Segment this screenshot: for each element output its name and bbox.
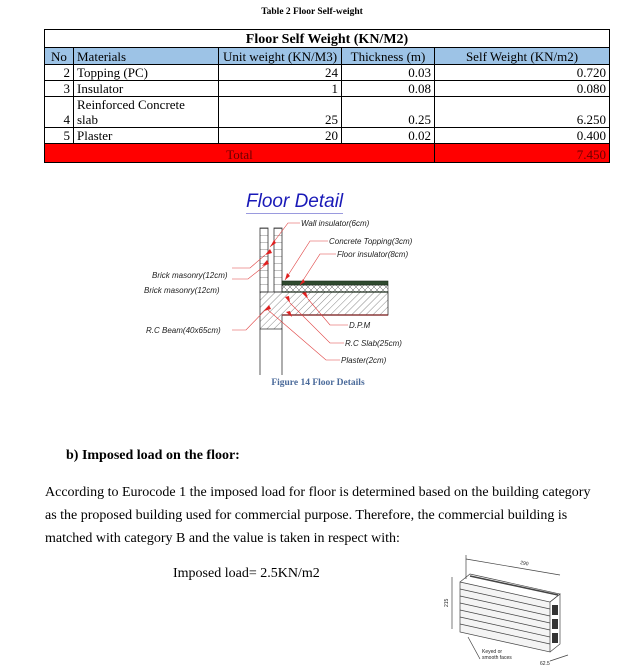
label-rc-beam: R.C Beam(40x65cm) [146, 326, 221, 335]
hollow-brick-drawing [444, 549, 590, 666]
cell-thickness: 0.08 [342, 81, 435, 97]
label-dpm: D.P.M [349, 321, 371, 330]
section-paragraph: According to Eurocode 1 the imposed load for floor is determined based on the building category as the proposed building used for commercial purpose. Therefore, the commercial building is matched with category B and the value is taken in respect with: [45, 485, 591, 546]
material-line-1: Reinforced Concrete [77, 97, 185, 112]
label-brick-masonry-1: Brick masonry(12cm) [152, 271, 228, 280]
cell-thickness: 0.25 [342, 97, 435, 128]
cell-material: Topping (PC) [74, 65, 219, 81]
dim-height: 215 [444, 598, 450, 607]
cell-unit-weight: 25 [219, 97, 342, 128]
cell-self-weight: 6.250 [435, 97, 610, 128]
table-row [45, 128, 610, 144]
cell-self-weight: 0.720 [435, 65, 610, 81]
total-value: 7.450 [435, 144, 610, 163]
concrete-topping [282, 281, 388, 285]
brick-note-2: smooth faces [482, 655, 512, 661]
cell-no: 2 [45, 65, 74, 81]
cell-thickness: 0.02 [342, 128, 435, 144]
table-caption: Table 2 Floor Self-weight [261, 7, 363, 17]
table-header-row [45, 48, 610, 65]
label-rc-slab: R.C Slab(25cm) [345, 339, 402, 348]
header-thickness: Thickness (m) [342, 48, 435, 65]
cell-no: 3 [45, 81, 74, 97]
cell-thickness: 0.03 [342, 65, 435, 81]
label-floor-insulator: Floor insulator(8cm) [337, 250, 409, 259]
cell-self-weight: 0.080 [435, 81, 610, 97]
cell-no: 5 [45, 128, 74, 144]
figure-title: Floor Detail [246, 191, 344, 212]
table-title-row [45, 30, 610, 48]
cell-unit-weight: 20 [219, 128, 342, 144]
label-wall-insulator: Wall insulator(6cm) [301, 219, 370, 228]
cell-unit-weight: 24 [219, 65, 342, 81]
total-label: Total [45, 144, 435, 163]
brick-wall-left [260, 228, 268, 292]
cell-self-weight: 0.400 [435, 128, 610, 144]
label-brick-masonry-2: Brick masonry(12cm) [144, 286, 220, 295]
cell-material: Insulator [74, 81, 219, 97]
dim-width: 62.5 [540, 661, 550, 666]
imposed-load-value: Imposed load= 2.5KN/m2 [173, 566, 320, 581]
table-title: Floor Self Weight (KN/M2) [45, 30, 610, 48]
floor-self-weight-table [44, 29, 610, 163]
header-self-weight: Self Weight (KN/m2) [435, 48, 610, 65]
total-row [45, 144, 610, 163]
figure-caption: Figure 14 Floor Details [271, 378, 365, 388]
header-materials: Materials [74, 48, 219, 65]
brick-note-1: Keyed or [482, 649, 503, 655]
floor-detail-drawing [140, 215, 480, 375]
cell-material: Plaster [74, 128, 219, 144]
table-row [45, 97, 610, 128]
label-concrete-topping: Concrete Topping(3cm) [329, 237, 413, 246]
cell-no: 4 [45, 97, 74, 128]
material-line-2: slab [77, 112, 98, 127]
header-no: No [45, 48, 74, 65]
section-heading: b) Imposed load on the floor: [66, 448, 240, 463]
dim-length: 290 [519, 560, 529, 568]
label-plaster: Plaster(2cm) [341, 356, 387, 365]
brick-wall-right [274, 228, 282, 292]
cell-material [74, 97, 219, 128]
floor-insulator [282, 285, 388, 292]
cell-unit-weight: 1 [219, 81, 342, 97]
table-row [45, 65, 610, 81]
table-row [45, 81, 610, 97]
header-unit-weight: Unit weight (KN/M3) [219, 48, 342, 65]
